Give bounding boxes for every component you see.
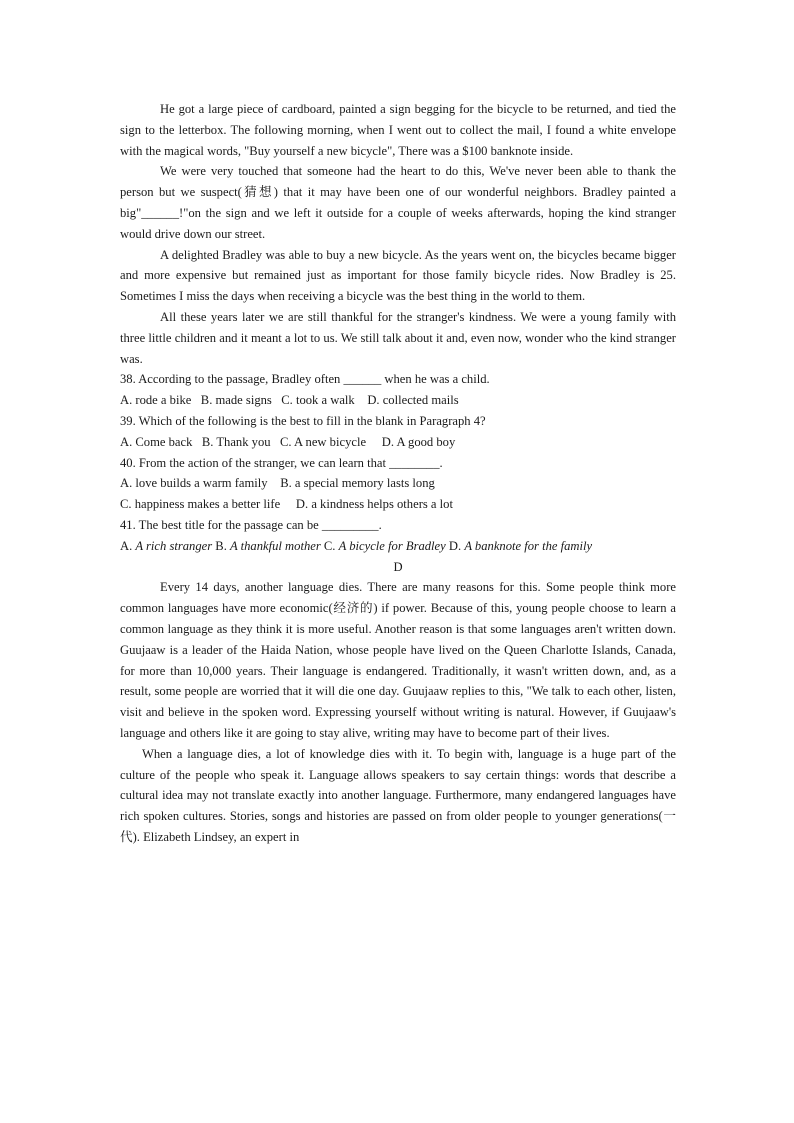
option-b: B. Thank you: [201, 434, 271, 449]
option-a: A. rode a bike: [120, 393, 192, 408]
paragraph: He got a large piece of cardboard, painted a sign begging for the bicycle to be returned, and tied the sign to the letterbox. The following morning, when I went out to collect the mail, I found a white envelope with the magical words, "Buy yourself a new bicycle", There was a $100 banknote inside.: [120, 102, 676, 158]
paragraph: When a language dies, a lot of knowledge dies with it. To begin with, language is a huge part of the culture of the people who speak it. Language allows speakers to say certain things: words that describe a cultural idea may not translate exactly into another language. Furthermore, many endangered languages have rich spoken cultures. Stories, songs and histories are passed on from older people to younger generations(一代). Elizabeth Lindsey, an expert in: [120, 746, 676, 844]
passage-d: [120, 577, 676, 847]
option-d: D. A good boy: [381, 434, 456, 449]
option-d: A banknote for the family: [464, 538, 593, 553]
paragraph: We were very touched that someone had the heart to do this, We've never been able to thank the person but we suspect(猜想) that it may have been one of our wonderful neighbors. Bradley painted a big"______!"on the sign and we left it outside for a couple of weeks afterwards, hoping the kind stranger would drive down our street.: [120, 164, 676, 241]
section-heading: D: [393, 559, 403, 574]
option-b: A thankful mother: [230, 538, 321, 553]
option-d: D. a kindness helps others a lot: [295, 497, 453, 512]
question-options: [120, 494, 676, 515]
option-c: C. happiness makes a better life: [120, 497, 281, 512]
option-b: B. made signs: [200, 393, 272, 408]
option-a: A. love builds a warm family: [120, 476, 268, 491]
paragraph: Every 14 days, another language dies. There are many reasons for this. Some people think more common languages have more economic(经济的) if power. Because of this, young people choose to learn a common language as they think it is more useful. Another reason is that some languages aren't written down. Guujaaw is a leader of the Haida Nation, whose people have lived on the Queen Charlotte Islands, Canada, for more than 10,000 years. Their language is endangered. Traditionally, it wasn't written down, and, as a result, some people are worried that it will die one day. Guujaaw replies to this, "We talk to each other, listen, visit and believe in the spoken word. Expressing yourself without writing is natural. However, if Guujaaw's language and others like it are going to stay alive, writing may have to become part of their lives.: [120, 580, 676, 740]
question-stem: 39. Which of the following is the best to fill in the blank in Paragraph 4?: [120, 413, 486, 428]
question-options: [120, 390, 676, 411]
option-d: D. collected mails: [367, 393, 459, 408]
paragraph: All these years later we are still thankful for the stranger's kindness. We were a young family with three little children and it meant a lot to us. We still talk about it and, even now, wonder who the kind stranger was.: [120, 309, 676, 366]
question-39: [120, 411, 676, 453]
question-stem: 40. From the action of the stranger, we can learn that ________.: [120, 455, 443, 470]
option-a: A. Come back: [120, 434, 193, 449]
question-40: [120, 453, 676, 515]
paragraph: A delighted Bradley was able to buy a new bicycle. As the years went on, the bicycles became bigger and more expensive but remained just as important for those family bicycle rides. Now Bradley is 25. Sometimes I miss the days when receiving a bicycle was the best thing in the world to them.: [120, 247, 676, 304]
question-options: [120, 432, 676, 453]
question-stem: 38. According to the passage, Bradley often ______ when he was a child.: [120, 372, 490, 387]
question-41: [120, 515, 676, 557]
question-stem: 41. The best title for the passage can be _________.: [120, 517, 382, 532]
question-options: A. A rich stranger B. A thankful mother C. A bicycle for Bradley D. A banknote for the family: [120, 538, 593, 553]
option-a: A rich stranger: [135, 538, 213, 553]
option-b: B. a special memory lasts long: [280, 476, 435, 491]
passage-c: [120, 99, 676, 369]
option-c: C. took a walk: [281, 393, 355, 408]
document-page: [120, 99, 676, 848]
question-38: [120, 369, 676, 411]
question-options: [120, 473, 676, 494]
option-c: C. A new bicycle: [280, 434, 367, 449]
option-c: A bicycle for Bradley: [338, 538, 446, 553]
